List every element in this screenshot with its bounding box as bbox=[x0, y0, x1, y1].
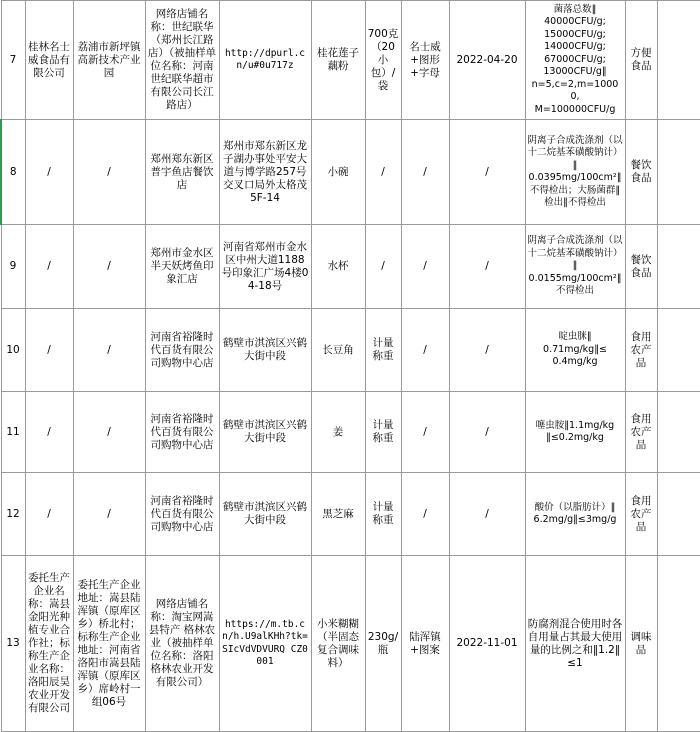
producer-address-cell[interactable]: / bbox=[73, 225, 145, 309]
test-item-line: 防腐剂混合使用时各自用量占其最大使用量的比例之和‖1.2‖≤1 bbox=[527, 617, 623, 669]
row-number-cell[interactable]: 7 bbox=[1, 1, 25, 120]
food-name-cell[interactable]: 桂花莲子藕粉 bbox=[311, 1, 365, 120]
spec-cell[interactable]: / bbox=[365, 225, 401, 309]
test-item-line: 15000CFU/g; bbox=[544, 28, 606, 40]
producer-cell[interactable]: 委托生产企业名称：嵩县金阳光种植专业合作社；标称生产企业名称：洛阳辰昊农业开发有限公司 bbox=[25, 556, 73, 732]
production-date-cell[interactable]: 2022-11-01 bbox=[449, 556, 525, 732]
test-item-cell[interactable] bbox=[525, 392, 625, 473]
test-item-line: 阴离子合成洗涤剂（以十二烷基苯磺酸钠计）‖ bbox=[527, 235, 623, 272]
seller-cell[interactable]: 河南省裕隆时代百货有限公司购物中心店 bbox=[145, 473, 219, 556]
production-date-cell[interactable]: 2022-04-20 bbox=[449, 1, 525, 120]
seller-address-cell[interactable]: 鹤壁市淇滨区兴鹤大街中段 bbox=[219, 392, 311, 473]
test-item-cell[interactable] bbox=[525, 1, 625, 120]
producer-address-cell[interactable]: / bbox=[73, 309, 145, 392]
row-number-cell[interactable]: 13 bbox=[1, 556, 25, 732]
producer-cell[interactable]: / bbox=[25, 392, 73, 473]
spec-cell[interactable]: 计量称重 bbox=[365, 392, 401, 473]
test-item-line: 0.4mg/kg bbox=[552, 356, 598, 368]
blank-cell[interactable] bbox=[657, 473, 700, 556]
blank-cell[interactable] bbox=[657, 1, 700, 120]
brand-cell[interactable]: / bbox=[401, 392, 449, 473]
brand-cell[interactable]: 陆浑镇+图案 bbox=[401, 556, 449, 732]
production-date-cell[interactable]: / bbox=[449, 225, 525, 309]
spec-cell[interactable]: 计量称重 bbox=[365, 309, 401, 392]
test-item-line: 0.0155mg/100cm²‖不得检出 bbox=[528, 272, 622, 297]
test-item-cell[interactable] bbox=[525, 309, 625, 392]
table-row bbox=[1, 309, 700, 392]
category-cell[interactable]: 调味品 bbox=[625, 556, 657, 732]
row-number-cell[interactable]: 9 bbox=[1, 225, 25, 309]
seller-address-cell[interactable]: http://dpurl.cn/u#0u717z bbox=[219, 1, 311, 120]
category-cell[interactable]: 餐饮食品 bbox=[625, 120, 657, 225]
test-item-line: 酸价（以脂肪计）‖ bbox=[534, 501, 616, 513]
category-cell[interactable]: 食用农产品 bbox=[625, 392, 657, 473]
seller-address-cell[interactable]: 河南省郑州市金水区中州大道1188号印象汇广场4楼04-18号 bbox=[219, 225, 311, 309]
test-item-line: 0.71mg/kg‖≤ bbox=[543, 343, 607, 355]
production-date-cell[interactable]: / bbox=[449, 120, 525, 225]
producer-cell[interactable]: / bbox=[25, 309, 73, 392]
production-date-cell[interactable]: / bbox=[449, 473, 525, 556]
brand-cell[interactable]: / bbox=[401, 309, 449, 392]
seller-cell[interactable]: 河南省裕隆时代百货有限公司购物中心店 bbox=[145, 392, 219, 473]
test-item-line: 67000CFU/g; bbox=[544, 53, 606, 65]
test-item-line: 啶虫脒‖ bbox=[558, 331, 592, 343]
seller-address-cell[interactable]: 郑州市郑东新区龙子湖办事处平安大道与博学路257号交叉口局外太格茂5F-14 bbox=[219, 120, 311, 225]
test-item-line: 14000CFU/g; bbox=[544, 41, 606, 53]
spec-cell[interactable]: 计量称重 bbox=[365, 473, 401, 556]
blank-cell[interactable] bbox=[657, 225, 700, 309]
spec-cell[interactable]: / bbox=[365, 120, 401, 225]
producer-cell[interactable]: / bbox=[25, 120, 73, 225]
test-item-line: 0.0395mg/100cm²‖不得检出；大肠菌群‖检出‖不得检出 bbox=[528, 172, 622, 208]
blank-cell[interactable] bbox=[657, 309, 700, 392]
test-item-cell[interactable] bbox=[525, 225, 625, 309]
table-row bbox=[1, 225, 700, 309]
test-item-line: n=5,c=2,m=10000, bbox=[531, 78, 619, 103]
spec-cell[interactable]: 700克（20小包）/袋 bbox=[365, 1, 401, 120]
producer-address-cell[interactable]: / bbox=[73, 120, 145, 225]
spec-cell[interactable]: 230g/瓶 bbox=[365, 556, 401, 732]
test-item-line: M=100000CFU/g bbox=[534, 103, 616, 115]
seller-address-cell[interactable]: 鹤壁市淇滨区兴鹤大街中段 bbox=[219, 309, 311, 392]
test-item-line: 6.2mg/g‖≤3mg/g bbox=[533, 514, 617, 525]
blank-cell[interactable] bbox=[657, 392, 700, 473]
food-name-cell[interactable]: 小米糊糊（半固态复合调味料） bbox=[311, 556, 365, 732]
producer-address-cell[interactable]: 荔浦市新坪镇高新技术产业园 bbox=[73, 1, 145, 120]
producer-cell[interactable]: / bbox=[25, 225, 73, 309]
brand-cell[interactable]: / bbox=[401, 225, 449, 309]
producer-address-cell[interactable]: / bbox=[73, 392, 145, 473]
test-item-line: 40000CFU/g; bbox=[544, 16, 606, 28]
producer-cell[interactable]: / bbox=[25, 473, 73, 556]
seller-address-cell[interactable]: https://m.tb.cn/h.U9alKHh?tk=SIcVdVDVURQ CZ0001 bbox=[219, 556, 311, 732]
table-row bbox=[1, 1, 700, 120]
blank-cell[interactable] bbox=[657, 120, 700, 225]
table-row bbox=[1, 473, 700, 556]
blank-cell[interactable] bbox=[657, 556, 700, 732]
production-date-cell[interactable]: / bbox=[449, 392, 525, 473]
brand-cell[interactable]: / bbox=[401, 120, 449, 225]
row-number-cell[interactable]: 10 bbox=[1, 309, 25, 392]
category-cell[interactable]: 食用农产品 bbox=[625, 473, 657, 556]
test-item-line: 13000CFU/g‖ bbox=[543, 66, 607, 78]
row-number-cell[interactable]: 11 bbox=[1, 392, 25, 473]
food-name-cell[interactable]: 姜 bbox=[311, 392, 365, 473]
test-item-line: 噻虫胺‖1.1mg/kg bbox=[535, 419, 615, 431]
food-name-cell[interactable]: 长豆角 bbox=[311, 309, 365, 392]
seller-address-cell[interactable]: 鹤壁市淇滨区兴鹤大街中段 bbox=[219, 473, 311, 556]
brand-cell[interactable]: / bbox=[401, 473, 449, 556]
seller-cell[interactable]: 郑州郑东新区普宇鱼店餐饮店 bbox=[145, 120, 219, 225]
food-name-cell[interactable]: 小碗 bbox=[311, 120, 365, 225]
category-cell[interactable]: 方便食品 bbox=[625, 1, 657, 120]
test-item-cell[interactable] bbox=[525, 556, 625, 732]
test-item-cell[interactable] bbox=[525, 473, 625, 556]
test-item-cell[interactable] bbox=[525, 120, 625, 225]
seller-cell[interactable]: 网络店铺名称：淘宝网嵩县特产 格林农业（被抽样单位名称：洛阳格林农业开发有限公司） bbox=[145, 556, 219, 732]
seller-cell[interactable]: 河南省裕隆时代百货有限公司购物中心店 bbox=[145, 309, 219, 392]
row-number-cell[interactable]: 12 bbox=[1, 473, 25, 556]
table-row bbox=[1, 120, 700, 225]
producer-address-cell[interactable]: 委托生产企业地址：嵩县陆浑镇（原库区乡）桥北村；标称生产企业地址：河南省洛阳市嵩县陆浑镇（原库区乡）席岭村一组06号 bbox=[73, 556, 145, 732]
row-number-cell[interactable]: 8 bbox=[1, 120, 25, 225]
category-cell[interactable]: 食用农产品 bbox=[625, 309, 657, 392]
producer-address-cell[interactable]: / bbox=[73, 473, 145, 556]
producer-cell[interactable]: 桂林名士威食品有限公司 bbox=[25, 1, 73, 120]
brand-cell[interactable]: 名士威+图形+字母 bbox=[401, 1, 449, 120]
food-name-cell[interactable]: 水杯 bbox=[311, 225, 365, 309]
category-cell[interactable]: 餐饮食品 bbox=[625, 225, 657, 309]
seller-cell[interactable]: 郑州市金水区半天妖烤鱼印象汇店 bbox=[145, 225, 219, 309]
production-date-cell[interactable]: / bbox=[449, 309, 525, 392]
test-item-line: ‖≤0.2mg/kg bbox=[546, 432, 604, 443]
table-row bbox=[1, 392, 700, 473]
food-name-cell[interactable]: 黑芝麻 bbox=[311, 473, 365, 556]
test-item-line: 阴离子合成洗涤剂（以十二烷基苯磺酸钠计）‖ bbox=[527, 134, 623, 171]
test-item-line: 菌落总数‖ bbox=[553, 3, 597, 15]
seller-cell[interactable]: 网络店铺名称：世纪联华（郑州长江路店）（被抽样单位名称：河南世纪联华超市有限公司长江路店） bbox=[145, 1, 219, 120]
table-row bbox=[1, 556, 700, 732]
